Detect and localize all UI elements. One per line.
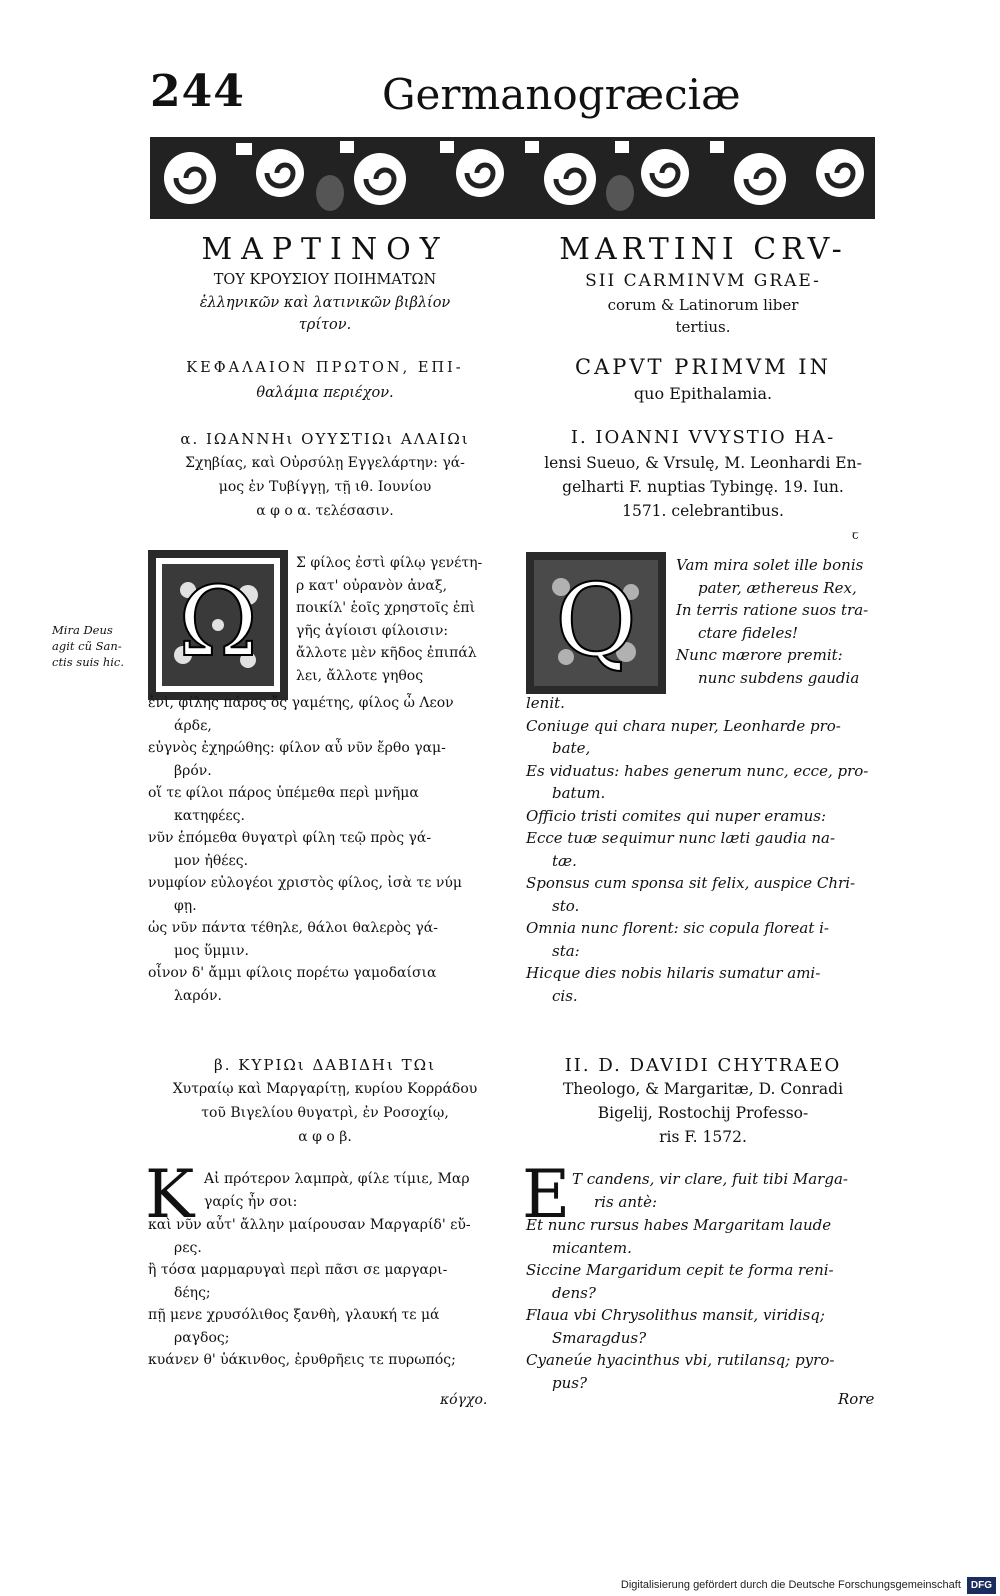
left-title-it-2: τρίτον. <box>298 317 352 333</box>
corner-mark: ꞇ <box>852 528 859 542</box>
right-title-caps: MARTINI CRV- <box>559 232 847 267</box>
verse-line: T candens, vir clare, fuit tibi Marga- <box>572 1170 848 1188</box>
left-catchword: κόγχο. <box>440 1392 488 1408</box>
verse-line: ἐνὶ, φίλης πάρος ὅς γαμέτης, φίλος ὦ Λεον <box>148 695 454 711</box>
verse-line: Coniuge qui chara nuper, Leonharde pro- <box>526 716 841 735</box>
left-title-caps: ΜΑΡΤΙΝΟΥ <box>201 232 449 267</box>
right-section1-line: lensi Sueuo, & Vrsulę, M. Leonhardi En- <box>544 454 862 472</box>
verse-line: Hicque dies nobis hilaris sumatur ami- <box>526 964 821 982</box>
right-section2-line: ris F. 1572. <box>659 1128 747 1146</box>
verse-line: Officio tristi comites qui nuper eramus: <box>526 806 827 825</box>
left-verse1-body <box>148 692 516 1007</box>
verse-line: κυάνεν θ' ὑάκινθος, ἐρυθρῆεις τε πυρωπός; <box>148 1352 456 1368</box>
verse-line: δέης; <box>174 1284 211 1301</box>
right-section1-line: gelharti F. nuptias Tybingę. 19. Iun. <box>562 478 844 496</box>
right-section1-line: 1571. celebrantibus. <box>622 502 784 520</box>
marginal-line: agit cũ San- <box>52 639 122 653</box>
verse-line: Sponsus cum sponsa sit felix, auspice Chri- <box>526 874 856 892</box>
verse-line: πῇ μενε χρυσόλιθος ξανθὴ, γλαυκή τε μά <box>148 1307 440 1323</box>
verse-line: μος ὕμμιν. <box>174 942 249 959</box>
verse-line: ris antè: <box>594 1192 657 1211</box>
right-title-line: SII CARMINVM GRAE- <box>585 271 821 291</box>
verse-line: lenit. <box>526 694 565 712</box>
right-verse1-top <box>676 554 886 689</box>
verse-line: ρες. <box>174 1239 202 1256</box>
verse-line: Cyaneúe hyacinthus vbi, rutilansq; pyro- <box>526 1351 835 1369</box>
right-chapter-2: quo Epithalamia. <box>633 384 773 403</box>
verse-line: Vam mira solet ille bonis <box>676 556 864 574</box>
right-dropcap <box>526 552 666 694</box>
marginal-note <box>52 622 142 670</box>
right-section1-head: I. IOANNI VVYSTIO HA- <box>570 427 836 448</box>
dfg-logo-icon: DFG <box>967 1577 996 1594</box>
verse-line: pus? <box>552 1373 588 1392</box>
ornamental-headpiece <box>150 133 875 223</box>
verse-line: micantem. <box>552 1238 632 1257</box>
left-dropcap-letter: Ω <box>178 566 258 678</box>
right-section2-line: Theologo, & Margaritæ, D. Conradi <box>562 1080 844 1098</box>
verse-line: λαρόν. <box>174 987 222 1004</box>
left-section1-line: Σχηβίας, καὶ Οὐρσύλῃ Εγγελάρτην: γά- <box>185 455 465 471</box>
verse-line: pater, æthereus Rex, <box>698 578 857 597</box>
verse-line: batum. <box>552 784 606 802</box>
left-section2-line: Χυτραίῳ καὶ Μαργαρίτῃ, κυρίου Κορράδου <box>172 1081 478 1097</box>
left-title-it-1: ἑλληνικῶν καὶ λατινικῶν βιβλίον <box>199 295 451 311</box>
right-title-line: tertius. <box>675 318 731 336</box>
verse-line: γῆς ἁγίοισι φίλοισιν: <box>296 622 449 639</box>
verse-line: Nunc mærore premit: <box>676 646 843 664</box>
right-section2-head: II. D. DAVIDI CHYTRAEO <box>564 1055 842 1076</box>
right-catchword: Rore <box>838 1390 875 1408</box>
right-verse1-body <box>526 692 886 1007</box>
verse-line: οἵ τε φίλοι πάρος ὑπέμεθα περὶ μνῆμα <box>148 785 419 801</box>
left-section2-line: τοῦ Βιγελίου θυγατρὶ, ἐν Ροσοχίῳ, <box>201 1105 449 1121</box>
left-section1-head: α. ΙΩΑΝΝΗι ΟΥΥΣΤΙΩι ΑΛΑΙΩι <box>180 430 470 448</box>
footer-bar <box>621 1574 1000 1596</box>
verse-line: ὡς νῦν πάντα τέθηλε, θάλοι θαλερὸς γά- <box>148 920 438 936</box>
verse-line: ctare fideles! <box>698 623 799 642</box>
verse-line: Omnia nunc florent: sic copula floreat i- <box>526 919 829 937</box>
verse-line: Siccine Margaridum cepit te forma reni- <box>526 1261 834 1279</box>
verse-line: Αἰ πρότερον λαμπρὰ, φίλε τίμιε, Μαρ <box>204 1171 470 1187</box>
left-section1-line: α φ ο α. τελέσασιν. <box>256 503 394 519</box>
left-title-line: ΤΟΥ ΚΡΟΥΣΙΟΥ ΠΟΙΗΜΑΤΩΝ <box>213 272 437 288</box>
left-initial-k: K <box>145 1156 195 1233</box>
running-title: Germanogræciæ <box>382 70 741 119</box>
verse-line: νῦν ἑπόμεθα θυγατρὶ φίλη τεῷ πρὸς γά- <box>148 830 432 846</box>
verse-line: βρόν. <box>174 762 212 779</box>
marginal-line: ctis suis hic. <box>52 655 125 669</box>
verse-line: ἄλλοτε μὲν κῆδος ἐπιπάλ <box>296 645 477 661</box>
verse-line: καὶ νῦν αὖτ' ἄλλην μαίρουσαν Μαργαρίδ' εὔ- <box>148 1217 471 1233</box>
verse-line: Flaua vbi Chrysolithus mansit, viridisq; <box>526 1306 825 1324</box>
right-title-line: corum & Latinorum liber <box>607 296 799 314</box>
verse-line: tæ. <box>552 851 577 870</box>
right-verse2-top <box>572 1168 886 1213</box>
verse-line: dens? <box>552 1283 596 1302</box>
verse-line: bate, <box>552 739 591 757</box>
verse-line: κατηφέες. <box>174 807 245 824</box>
verse-line: Et nunc rursus habes Margaritam laude <box>526 1216 832 1234</box>
left-section1-line: μος ἐν Τυβίγγῃ, τῇ ιθ. Ιουνίου <box>218 479 432 495</box>
left-chapter-1: ΚΕΦΑΛΑΙΟΝ ΠΡΩΤΟΝ, ΕΠΙ- <box>186 360 464 376</box>
left-section2-line: α φ ο β. <box>298 1129 352 1145</box>
verse-line: In terris ratione suos tra- <box>676 601 869 619</box>
verse-line: νυμφίον εὐλογέοι χριστὸς φίλος, ἰσὰ τε νύμ <box>148 875 462 891</box>
right-chapter-1: CAPVT PRIMVM IN <box>575 355 831 379</box>
verse-line: ρ κατ' οὐρανὸν ἀναξ, <box>296 577 448 594</box>
verse-line: φῃ. <box>174 897 197 914</box>
left-verse2-top <box>204 1168 516 1213</box>
verse-line: γαρίς ἦν σοι: <box>204 1193 298 1210</box>
left-section2-head: β. ΚΥΡΙΩι ΔΑΒΙΔΗι ΤΩι <box>214 1056 436 1074</box>
verse-line: sta: <box>552 941 580 960</box>
verse-line: Es viduatus: habes generum nunc, ecce, pro- <box>526 761 869 780</box>
verse-line: μον ἠθέες. <box>174 852 249 869</box>
verse-line: cis. <box>552 986 578 1005</box>
verse-line: οἶνον δ' ἄμμι φίλοις πορέτω γαμοδαίσια <box>148 965 437 981</box>
verse-line: Σ φίλος ἐστὶ φίλῳ γενέτη- <box>296 555 483 571</box>
verse-line: ἢ τόσα μαρμαρυγαὶ περὶ πᾶσι σε μαργαρι- <box>148 1262 448 1278</box>
verse-line: ραγδος; <box>174 1329 230 1346</box>
right-dropcap-letter: Q <box>555 562 637 679</box>
right-initial-e: E <box>522 1156 571 1233</box>
verse-line: Ecce tuæ sequimur nunc læti gaudia na- <box>526 829 836 847</box>
verse-line: sto. <box>552 896 580 915</box>
left-verse2-body <box>148 1214 516 1372</box>
right-section2-line: Bigelij, Rostochij Professo- <box>597 1104 809 1122</box>
page-number: 244 <box>150 66 245 117</box>
verse-line: Smaragdus? <box>552 1328 647 1347</box>
verse-line: εὐγνὸς ἐχηρώθης: φίλον αὖ νῦν ἔρθο γαμ- <box>148 740 446 756</box>
footer-text: Digitalisierung gefördert durch die Deutsche Forschungsgemeinschaft <box>620 1579 961 1591</box>
verse-line: άρδε, <box>174 717 212 734</box>
marginal-line: Mira Deus <box>52 623 113 637</box>
left-dropcap <box>148 550 288 700</box>
verse-line: nunc subdens gaudia <box>698 668 860 687</box>
left-verse1-top <box>296 552 516 687</box>
right-verse2-body <box>526 1214 886 1394</box>
left-chapter-2: θαλάμια περιέχον. <box>256 385 394 401</box>
verse-line: λει, ἄλλοτε γηθος <box>296 667 424 684</box>
verse-line: ποικίλ' ἑοῖς χρηστοῖς ἐπὶ <box>296 600 476 616</box>
